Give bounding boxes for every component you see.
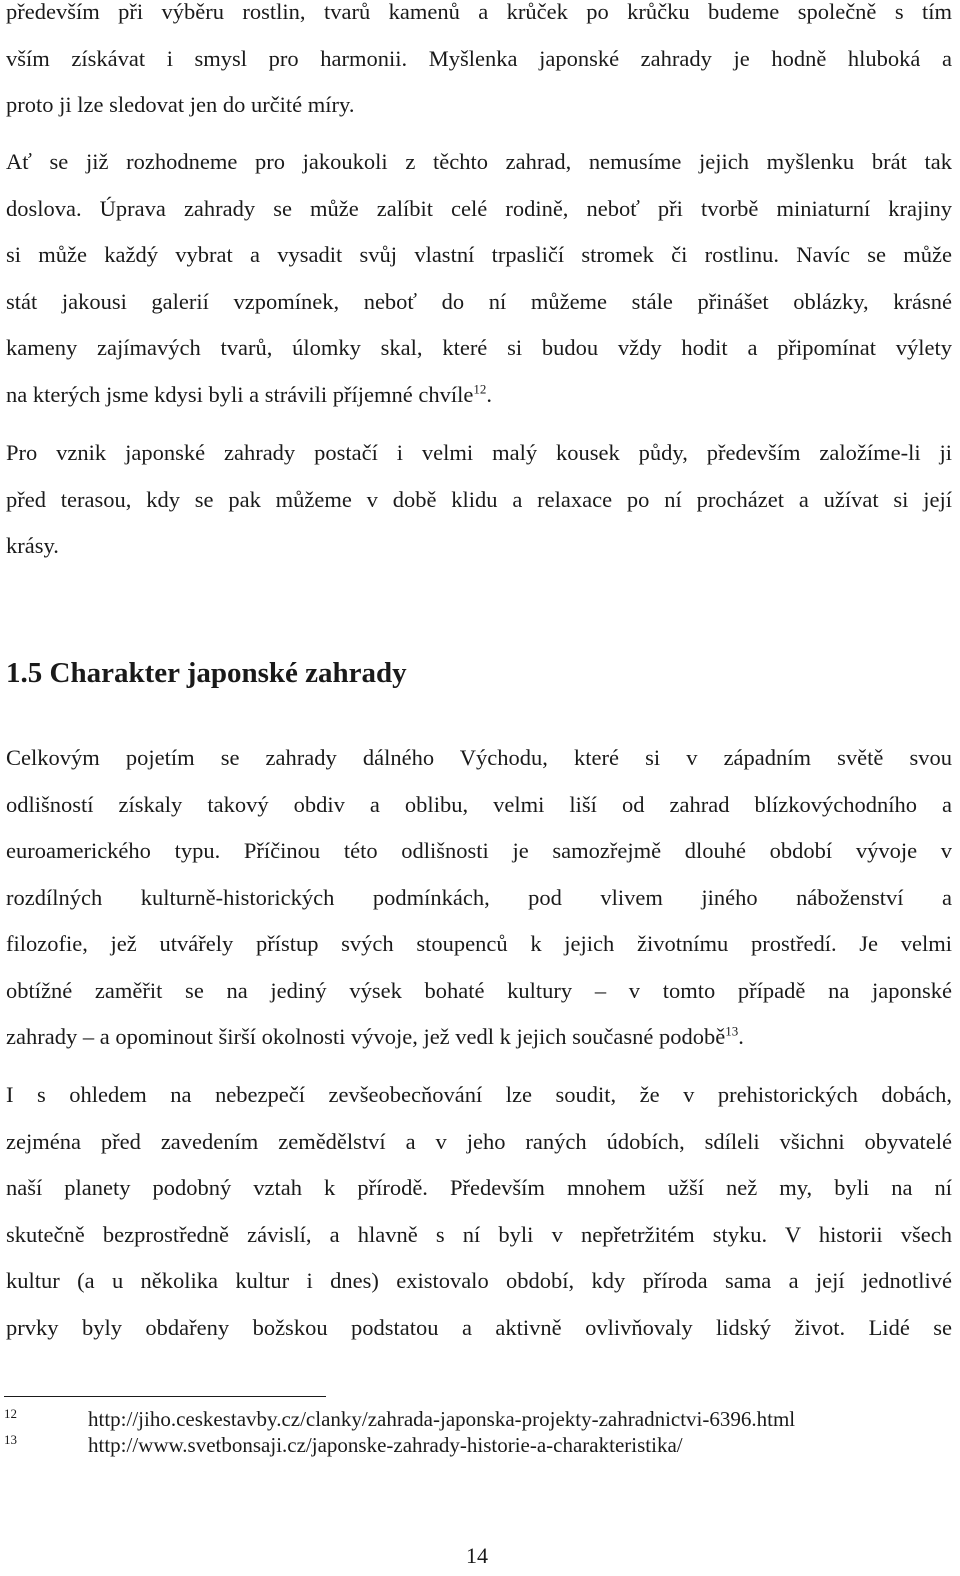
footnote-number: 13 xyxy=(4,1432,17,1447)
paragraph-2 xyxy=(6,139,952,418)
text-line: si může každý vybrat a vysadit svůj vlastní trpasličí stromek či rostlinu. Navíc se může xyxy=(6,242,952,267)
text-line: Ať se již rozhodneme pro jakoukoli z těchto zahrad, nemusíme jejich myšlenku brát tak xyxy=(6,149,952,174)
text-line-content: na kterých jsme kdysi byli a strávili příjemné chvíle xyxy=(6,381,474,407)
text-line: odlišností získaly takový obdiv a oblibu, velmi liší od zahrad blízkovýchodního a xyxy=(6,791,952,817)
text-line-content: zahrady – a opominout širší okolnosti vývoje, jež vedl k jejich současné podobě xyxy=(6,1024,726,1049)
footnote-link[interactable]: http://jiho.ceskestavby.cz/clanky/zahrada-japonska-projekty-zahradnictvi-6396.html xyxy=(88,1407,796,1431)
paragraph-4 xyxy=(6,735,952,1061)
text-line: skutečně bezprostředně závislí, a hlavně s ní byli v nepřetržitém styku. V historii všech xyxy=(6,1221,952,1247)
footnote-separator xyxy=(4,1396,326,1397)
text-line: především při výběru rostlin, tvarů kamenů a krůček po krůčku budeme společně s tím xyxy=(6,0,952,24)
text-line: naší planety podobný vztah k přírodě. Především mnohem užší než my, byli na ní xyxy=(6,1175,952,1200)
text-line: rozdílných kulturně-historických podmínkách, pod vlivem jiného náboženství a xyxy=(6,884,952,910)
text-line: Celkovým pojetím se zahrady dálného Východu, které si v západním světě svou xyxy=(6,745,952,770)
text-line: prvky byly obdařeny božskou podstatou a aktivně ovlivňovaly lidský život. Lidé se xyxy=(6,1314,952,1340)
text-line: vším získávat i smysl pro harmonii. Myšlenka japonské zahrady je hodně hluboká a xyxy=(6,45,952,71)
footnote-item xyxy=(4,1432,904,1458)
text-line: Pro vznik japonské zahrady postačí i velmi malý kousek půdy, především založíme-li ji xyxy=(6,440,952,465)
text-line: I s ohledem na nebezpečí zevšeobecňování lze soudit, že v prehistorických dobách, xyxy=(6,1082,952,1107)
text-line: kameny zajímavých tvarů, úlomky skal, které si budou vždy hodit a připomínat výlety xyxy=(6,335,952,360)
paragraph-1 xyxy=(6,0,952,129)
paragraph-3 xyxy=(6,430,952,570)
text-line: doslova. Úprava zahrady se může zalíbit celé rodině, neboť při tvorbě miniaturní krajiny xyxy=(6,195,952,221)
text-line: obtížné zaměřit se na jediný výsek bohaté kultury – v tomto případě na japonské xyxy=(6,977,952,1003)
text-line: zejména před zavedením zemědělství a v jeho raných údobích, sdíleli všichni obyvatelé xyxy=(6,1128,952,1154)
section-heading: 1.5 Charakter japonské zahrady xyxy=(6,657,407,689)
text-line: krásy. xyxy=(6,533,59,558)
footnote-link[interactable]: http://www.svetbonsaji.cz/japonske-zahrady-historie-a-charakteristika/ xyxy=(88,1433,683,1457)
text-line: proto ji lze sledovat jen do určité míry. xyxy=(6,92,355,117)
footnote-reference: 12 xyxy=(473,381,487,396)
text-line: kultur (a u několika kultur i dnes) existovalo období, kdy příroda sama a její jednotlivé xyxy=(6,1268,952,1293)
text-line xyxy=(6,372,952,419)
text-line: filozofie, jež utvářely přístup svých stoupenců k jejich životnímu prostředí. Je velmi xyxy=(6,931,952,956)
footnote-number: 12 xyxy=(4,1406,17,1421)
page-number: 14 xyxy=(466,1543,488,1568)
text-line-tail: . xyxy=(738,1024,744,1049)
paragraph-5 xyxy=(6,1072,952,1351)
footnotes xyxy=(4,1406,904,1458)
footnote-item xyxy=(4,1406,904,1432)
footnote-reference: 13 xyxy=(725,1023,739,1039)
text-line: euroamerického typu. Příčinou této odlišnosti je samozřejmě dlouhé období vývoje v xyxy=(6,838,952,863)
text-line: stát jakousi galerií vzpomínek, neboť do ní můžeme stále přinášet oblázky, krásné xyxy=(6,288,952,314)
text-line xyxy=(6,1014,952,1061)
text-line: před terasou, kdy se pak můžeme v době klidu a relaxace po ní procházet a užívat si její xyxy=(6,486,952,512)
text-line-tail: . xyxy=(486,381,493,407)
